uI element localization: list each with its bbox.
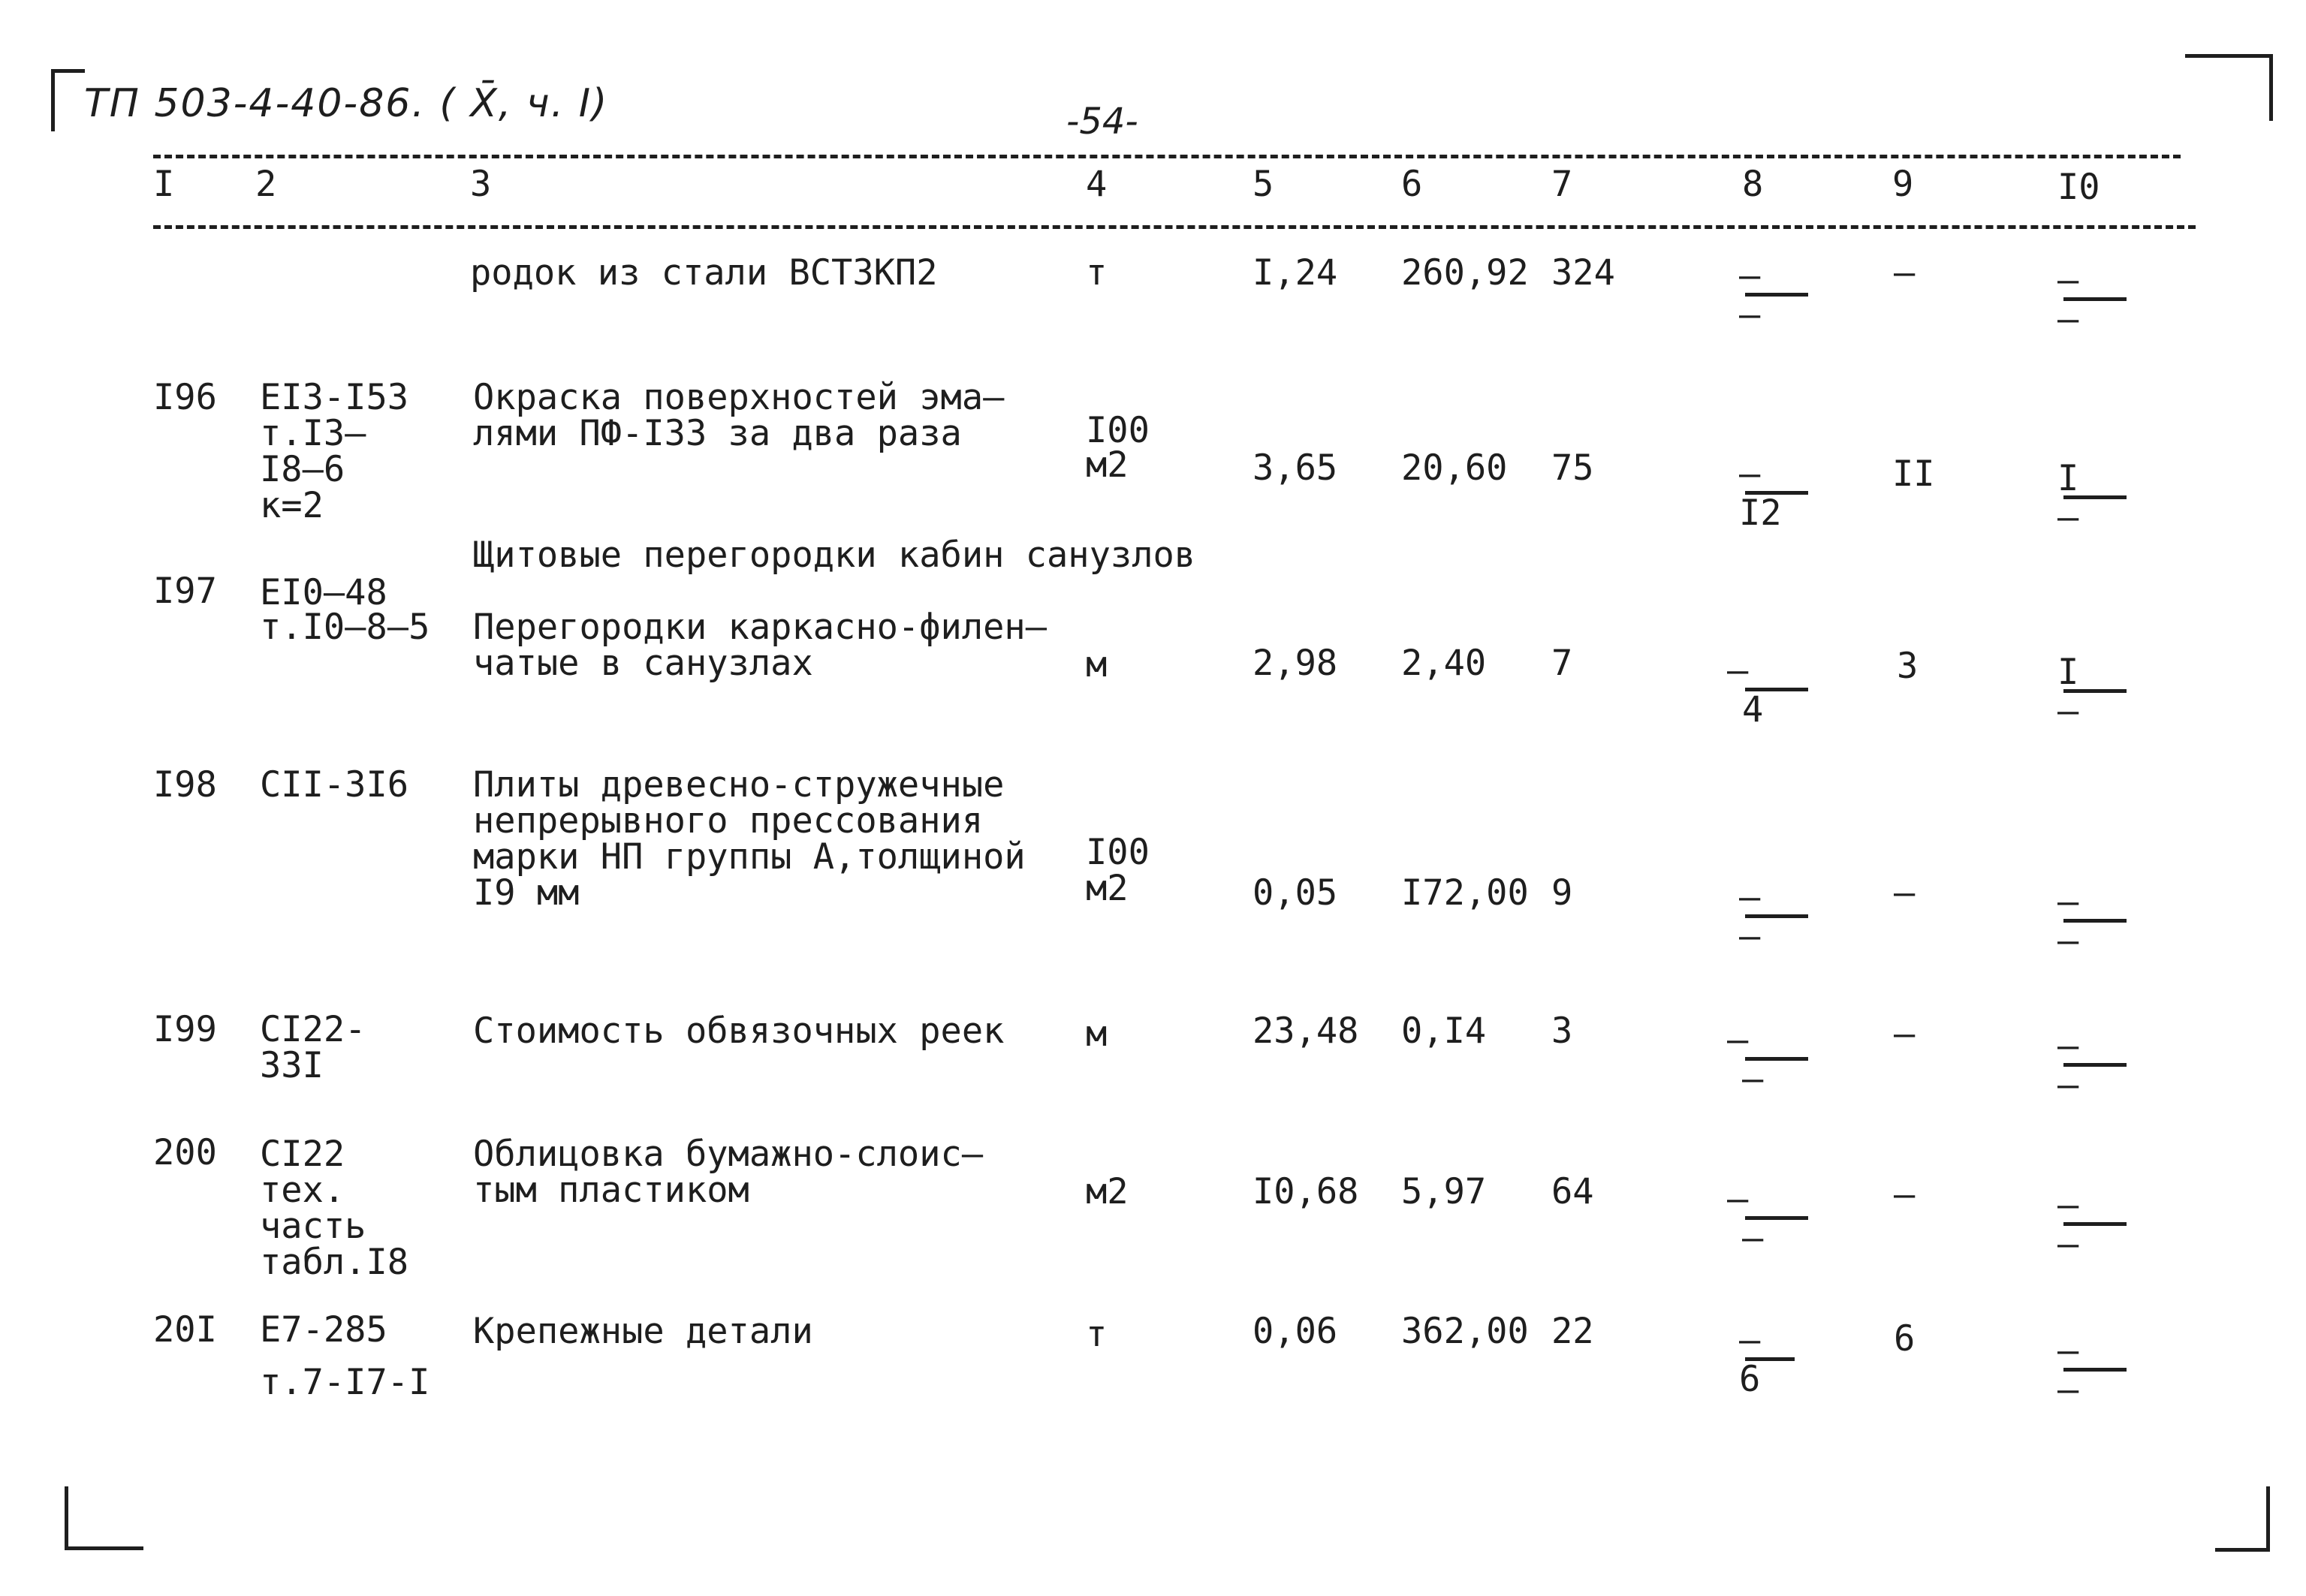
item-price: 2,40	[1401, 643, 1487, 684]
item-unit: I00	[1086, 832, 1150, 873]
document-code-stamp: ТП 503-4-40-86. ( X̄, ч. I)	[84, 81, 609, 126]
header-bottom-rule	[153, 225, 2196, 229]
item-price: 5,97	[1401, 1171, 1487, 1212]
column-header-5: 5	[1252, 164, 1274, 205]
fraction-denominator: I2	[1739, 492, 1782, 534]
corner-mark-top-left	[51, 69, 85, 131]
item-name-line: Облицовка бумажно-слоис–	[473, 1134, 984, 1175]
item-unit: м	[1086, 1013, 1108, 1055]
fraction-numerator: –	[1739, 877, 1761, 918]
item-name-line: Крепежные детали	[473, 1311, 813, 1352]
fraction-denominator: –	[2057, 1065, 2079, 1106]
column-header-7: 7	[1551, 164, 1573, 205]
item-code-line: E7-285	[260, 1309, 387, 1351]
item-code-line: CI22	[260, 1134, 345, 1175]
fraction-denominator: 4	[1742, 689, 1764, 730]
fraction-numerator: I	[2057, 652, 2079, 693]
item-col9: –	[1894, 1174, 1916, 1215]
item-col9: –	[1894, 252, 1916, 294]
page-number: -54-	[1066, 101, 1138, 143]
item-price: 362,00	[1401, 1311, 1529, 1352]
item-number: I99	[153, 1009, 217, 1050]
corner-mark-bottom-left	[65, 1486, 143, 1550]
item-quantity: 0,05	[1252, 872, 1338, 914]
item-name-line: I9 мм	[473, 872, 580, 914]
item-unit: т	[1086, 252, 1108, 294]
column-header-4: 4	[1086, 164, 1108, 205]
item-name-line: тым пластиком	[473, 1170, 749, 1211]
column-header-3: 3	[470, 164, 492, 205]
column-header-9: 9	[1892, 164, 1914, 205]
item-unit: м2	[1086, 868, 1129, 909]
item-total: 75	[1551, 447, 1594, 489]
item-unit: м	[1086, 644, 1108, 685]
item-code-line: CI22-	[260, 1009, 366, 1050]
item-quantity: 2,98	[1252, 643, 1338, 684]
item-total: 324	[1551, 252, 1615, 294]
item-name-line: чатые в санузлах	[473, 643, 813, 684]
fraction-denominator: –	[2057, 1224, 2079, 1265]
item-unit: т	[1086, 1314, 1108, 1355]
fraction-denominator: –	[1742, 1058, 1764, 1100]
item-name-line: лями ПФ-I33 за два раза	[473, 413, 962, 454]
fraction-numerator: –	[1727, 1019, 1749, 1061]
fraction-numerator: –	[2057, 1185, 2079, 1226]
item-name-line: марки НП группы А,толщиной	[473, 836, 1026, 878]
item-name-line: Перегородки каркасно-филен–	[473, 607, 1047, 648]
item-code-line: 33I	[260, 1045, 324, 1086]
fraction-numerator: –	[1727, 650, 1749, 691]
item-code-line: часть	[260, 1206, 366, 1247]
item-number: I98	[153, 764, 217, 806]
fraction-denominator: –	[1739, 294, 1761, 336]
fraction-numerator: –	[2057, 881, 2079, 923]
item-number: 200	[153, 1132, 217, 1173]
item-total: 7	[1551, 643, 1573, 684]
item-code-line: CII-3I6	[260, 764, 409, 806]
item-quantity: 3,65	[1252, 447, 1338, 489]
item-code-line: I8–6	[260, 449, 345, 490]
corner-mark-bottom-right	[2215, 1486, 2270, 1552]
fraction-numerator: –	[1739, 255, 1761, 297]
item-code-line: т.I0–8–5	[260, 607, 430, 648]
item-total: 64	[1551, 1171, 1594, 1212]
item-code-line: к=2	[260, 485, 324, 526]
header-top-rule	[153, 155, 2181, 158]
item-col9: 6	[1894, 1318, 1916, 1360]
fraction-denominator: –	[2057, 299, 2079, 340]
item-code-line: EI3-I53	[260, 377, 409, 418]
item-total: 3	[1551, 1010, 1573, 1052]
item-unit: м2	[1086, 1171, 1129, 1212]
item-price: 0,I4	[1401, 1010, 1487, 1052]
item-name-line: непрерывного прессования	[473, 800, 984, 842]
column-header-8: 8	[1742, 164, 1764, 205]
fraction-denominator: –	[1739, 916, 1761, 957]
item-quantity: I0,68	[1252, 1171, 1359, 1212]
item-name-line: Окраска поверхностей эма–	[473, 377, 1005, 418]
item-code-line: табл.I8	[260, 1242, 409, 1283]
fraction-numerator: –	[2057, 1025, 2079, 1067]
fraction-numerator: –	[1727, 1179, 1749, 1220]
column-header-6: 6	[1401, 164, 1423, 205]
item-code-line: EI0–48	[260, 572, 387, 613]
item-code-line: т.7-I7-I	[260, 1362, 430, 1403]
fraction-numerator: –	[1739, 453, 1761, 495]
item-name-line: родок из стали ВСТ3КП2	[470, 252, 938, 294]
item-total: 9	[1551, 872, 1573, 914]
fraction-numerator: –	[2057, 1330, 2079, 1372]
item-col9: II	[1892, 453, 1935, 495]
column-header-2: 2	[255, 164, 277, 205]
fraction-denominator: –	[2057, 691, 2079, 732]
fraction-numerator: I	[2057, 458, 2079, 499]
fraction-denominator: 6	[1739, 1359, 1761, 1400]
item-name-line: Стоимость обвязочных реек	[473, 1010, 1005, 1052]
section-heading: Щитовые перегородки кабин санузлов	[473, 535, 1196, 576]
fraction-numerator: –	[2057, 260, 2079, 301]
item-price: I72,00	[1401, 872, 1529, 914]
item-quantity: I,24	[1252, 252, 1338, 294]
item-code-line: тех.	[260, 1170, 345, 1211]
column-header-10: I0	[2057, 167, 2100, 208]
item-name-line: Плиты древесно-стружечные	[473, 764, 1005, 806]
fraction-denominator: –	[2057, 920, 2079, 962]
item-unit: м2	[1086, 444, 1129, 486]
item-total: 22	[1551, 1311, 1594, 1352]
item-number: 20I	[153, 1309, 217, 1351]
item-unit: I00	[1086, 410, 1150, 451]
item-col9: –	[1894, 1013, 1916, 1055]
item-quantity: 0,06	[1252, 1311, 1338, 1352]
column-header-1: I	[153, 164, 175, 205]
item-number: I96	[153, 377, 217, 418]
corner-mark-top-right	[2185, 54, 2273, 121]
item-quantity: 23,48	[1252, 1010, 1359, 1052]
item-price: 260,92	[1401, 252, 1529, 294]
fraction-denominator: –	[2057, 1369, 2079, 1411]
item-number: I97	[153, 571, 217, 612]
fraction-denominator: –	[1742, 1218, 1764, 1259]
item-code-line: т.I3–	[260, 413, 366, 454]
item-col9: 3	[1897, 646, 1919, 687]
fraction-denominator: –	[2057, 497, 2079, 538]
item-price: 20,60	[1401, 447, 1508, 489]
fraction-numerator: –	[1739, 1320, 1761, 1361]
item-col9: –	[1894, 872, 1916, 914]
